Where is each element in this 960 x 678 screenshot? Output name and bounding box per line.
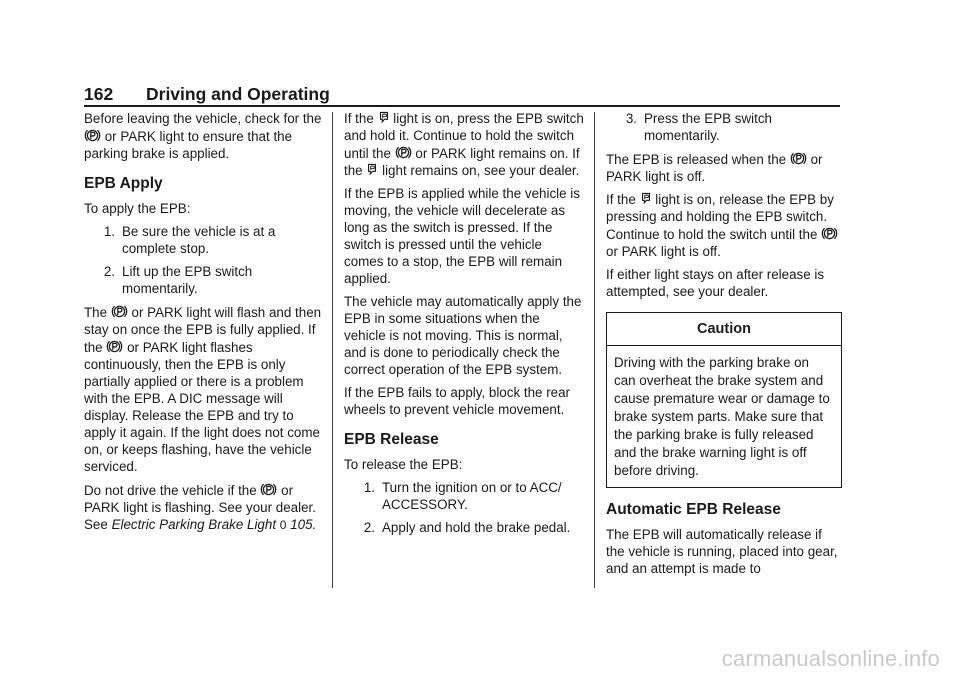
paragraph xyxy=(344,110,584,179)
heading-epb-apply: EPB Apply xyxy=(84,175,163,192)
text: or PARK light will flash and then stay on once the EPB is fully applied. If the xyxy=(84,305,322,355)
list-item xyxy=(84,223,324,257)
paragraph: If the EPB is applied while the vehicle is moving, the vehicle will decelerate as long as the switch is pressed. If the switch is pressed until the vehicle comes to a stop, the EPB will remain applied. xyxy=(344,186,580,286)
caution-box xyxy=(606,312,842,488)
paragraph: The EPB will automatically release if the vehicle is running, placed into gear, and an attempt is made to xyxy=(606,527,838,576)
paragraph xyxy=(84,481,324,534)
list-item xyxy=(606,110,842,144)
text: If the xyxy=(606,192,636,207)
column-divider xyxy=(332,112,333,588)
list-item xyxy=(344,519,584,536)
text: or PARK light remains on. If the xyxy=(344,146,580,178)
list-number: 2. xyxy=(363,520,375,535)
cross-reference-link[interactable]: Electric Parking Brake Light xyxy=(111,517,277,532)
list-number: 3. xyxy=(625,111,637,126)
paragraph xyxy=(84,303,324,475)
park-brake-icon xyxy=(111,303,128,320)
column-2 xyxy=(344,110,584,542)
brake-warning-icon xyxy=(366,163,378,177)
list-text: Press the EPB switch momentarily. xyxy=(644,111,773,143)
list-item xyxy=(84,263,324,297)
text: light is on, press the EPB switch and hold it. Continue to hold the switch until the xyxy=(344,111,584,161)
park-brake-icon xyxy=(260,481,277,498)
text: light remains on, see your dealer. xyxy=(382,163,580,178)
text: The xyxy=(84,305,108,320)
park-brake-icon xyxy=(790,150,807,167)
section-title: Driving and Operating xyxy=(146,84,330,104)
paragraph: If the EPB fails to apply, block the rear wheels to prevent vehicle movement. xyxy=(344,385,571,417)
paragraph: To release the EPB: xyxy=(344,457,463,472)
park-brake-icon xyxy=(395,144,412,161)
text: Before leaving the vehicle, check for the xyxy=(84,111,322,126)
text: or PARK light is off. xyxy=(606,152,823,184)
text: or PARK light flashes continuously, then the EPB is only partially applied or there is a problem with the EPB. A DIC message will display. Release the EPB and try to apply it again. If the light does not come on, or keeps flashing, have the vehicle serviced. xyxy=(84,340,320,474)
text: If the xyxy=(344,111,374,126)
park-brake-icon xyxy=(84,127,101,144)
header-rule xyxy=(84,105,840,107)
paragraph: If either light stays on after release is attempted, see your dealer. xyxy=(606,267,825,299)
column-1 xyxy=(84,110,324,540)
list-number: 1. xyxy=(103,224,115,239)
list-text: Lift up the EPB switch momentarily. xyxy=(122,264,253,296)
text: light is on, release the EPB by pressing and holding the EPB switch. Continue to hold the switch until the xyxy=(606,192,834,242)
page-reference-icon: 0 xyxy=(279,518,287,532)
text: The EPB is released when the xyxy=(606,152,787,167)
page-number: 162 xyxy=(84,84,114,104)
text: or PARK light to ensure that the parking brake is applied. xyxy=(84,129,293,161)
watermark: carmanualsonline.info xyxy=(721,646,940,671)
list-text: Be sure the vehicle is at a complete stop. xyxy=(122,224,276,256)
brake-warning-icon xyxy=(640,192,652,206)
list-number: 2. xyxy=(103,264,115,279)
text: Do not drive the vehicle if the xyxy=(84,483,257,498)
brake-warning-icon xyxy=(378,111,390,125)
column-3 xyxy=(606,110,842,583)
paragraph: To apply the EPB: xyxy=(84,201,191,216)
text: or PARK light is flashing. See your dealer. See xyxy=(84,483,316,532)
column-divider xyxy=(594,112,595,588)
list-text: Turn the ignition on or to ACC/ ACCESSORY. xyxy=(382,480,562,512)
paragraph xyxy=(606,150,842,185)
list-number: 1. xyxy=(363,480,375,495)
park-brake-icon xyxy=(106,338,123,355)
paragraph xyxy=(84,110,324,162)
list-text: Apply and hold the brake pedal. xyxy=(382,520,571,535)
page-reference[interactable]: 105 xyxy=(290,517,313,532)
caution-body: Driving with the parking brake on can overheat the brake system and cause premature wear or damage to brake system parts. Make sure that the parking brake is fully released and the brake warning light is off before driving. xyxy=(614,355,830,478)
heading-epb-release: EPB Release xyxy=(344,431,439,448)
caution-title: Caution xyxy=(607,313,841,346)
paragraph: The vehicle may automatically apply the EPB in some situations when the vehicle is not moving. This is normal, and is done to periodically check the correct operation of the EPB system. xyxy=(344,294,582,377)
text: or PARK light is off. xyxy=(606,244,721,259)
text: . xyxy=(312,517,317,532)
heading-automatic-epb-release: Automatic EPB Release xyxy=(606,501,781,518)
page-header xyxy=(84,84,330,105)
paragraph xyxy=(606,191,842,260)
list-item xyxy=(344,479,584,513)
park-brake-icon xyxy=(821,225,838,242)
